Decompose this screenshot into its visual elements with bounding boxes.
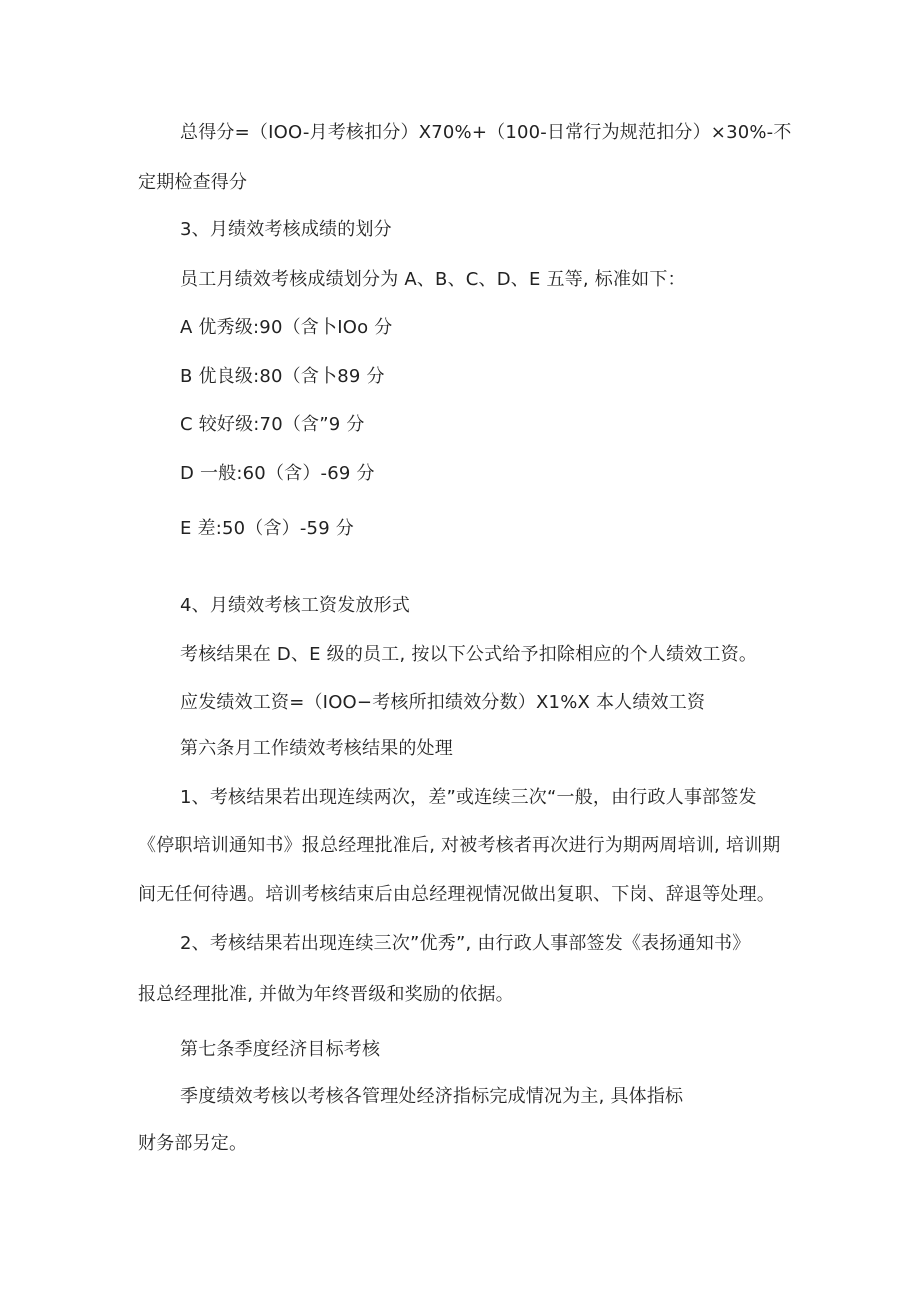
total-score-formula-line-1: 总得分=（IOO-月考核扣分）X70%+（100-日常行为规范扣分）×30%-不	[180, 122, 792, 143]
grade-b-line: B 优良级:80（含卜89 分	[180, 366, 385, 387]
article-six-item-1-line-3: 间无任何待遇。培训考核结束后由总经理视情况做出复职、下岗、辞退等处理。	[138, 884, 775, 905]
article-seven-heading: 第七条季度经济目标考核	[180, 1039, 381, 1060]
grade-division-intro: 员工月绩效考核成绩划分为 A、B、C、D、E 五等, 标准如下：	[180, 269, 686, 290]
article-seven-body-line-2: 财务部另定。	[138, 1133, 248, 1154]
total-score-formula-line-2: 定期检查得分	[138, 172, 248, 193]
section-heading-salary-form: 4、月绩效考核工资发放形式	[180, 595, 411, 616]
article-seven-body-line-1: 季度绩效考核以考核各管理处经济指标完成情况为主, 具体指标	[180, 1086, 684, 1107]
grade-a-line: A 优秀级:90（含卜IOo 分	[180, 317, 393, 338]
salary-formula: 应发绩效工资=（IOO−考核所扣绩效分数）X1%X 本人绩效工资	[180, 692, 706, 713]
grade-c-line: C 较好级:70（含”9 分	[180, 414, 365, 435]
article-six-item-2-line-2: 报总经理批准, 并做为年终晋级和奖励的依据。	[138, 984, 514, 1005]
section-heading-grade-division: 3、月绩效考核成绩的划分	[180, 219, 392, 240]
article-six-heading: 第六条月工作绩效考核结果的处理	[180, 738, 453, 759]
grade-d-line: D 一般:60（含）-69 分	[180, 463, 375, 484]
article-six-item-2-line-1: 2、考核结果若出现连续三次”优秀”, 由行政人事部签发《表扬通知书》	[180, 933, 751, 954]
grade-e-line: E 差:50（含）-59 分	[180, 518, 354, 539]
article-six-item-1-line-2: 《停职培训通知书》报总经理批准后, 对被考核者再次进行为期两周培训, 培训期	[138, 835, 781, 856]
article-six-item-1-line-1: 1、考核结果若出现连续两次，差”或连续三次“一般，由行政人事部签发	[180, 787, 757, 808]
salary-deduction-rule: 考核结果在 D、E 级的员工, 按以下公式给予扣除相应的个人绩效工资。	[180, 644, 758, 665]
